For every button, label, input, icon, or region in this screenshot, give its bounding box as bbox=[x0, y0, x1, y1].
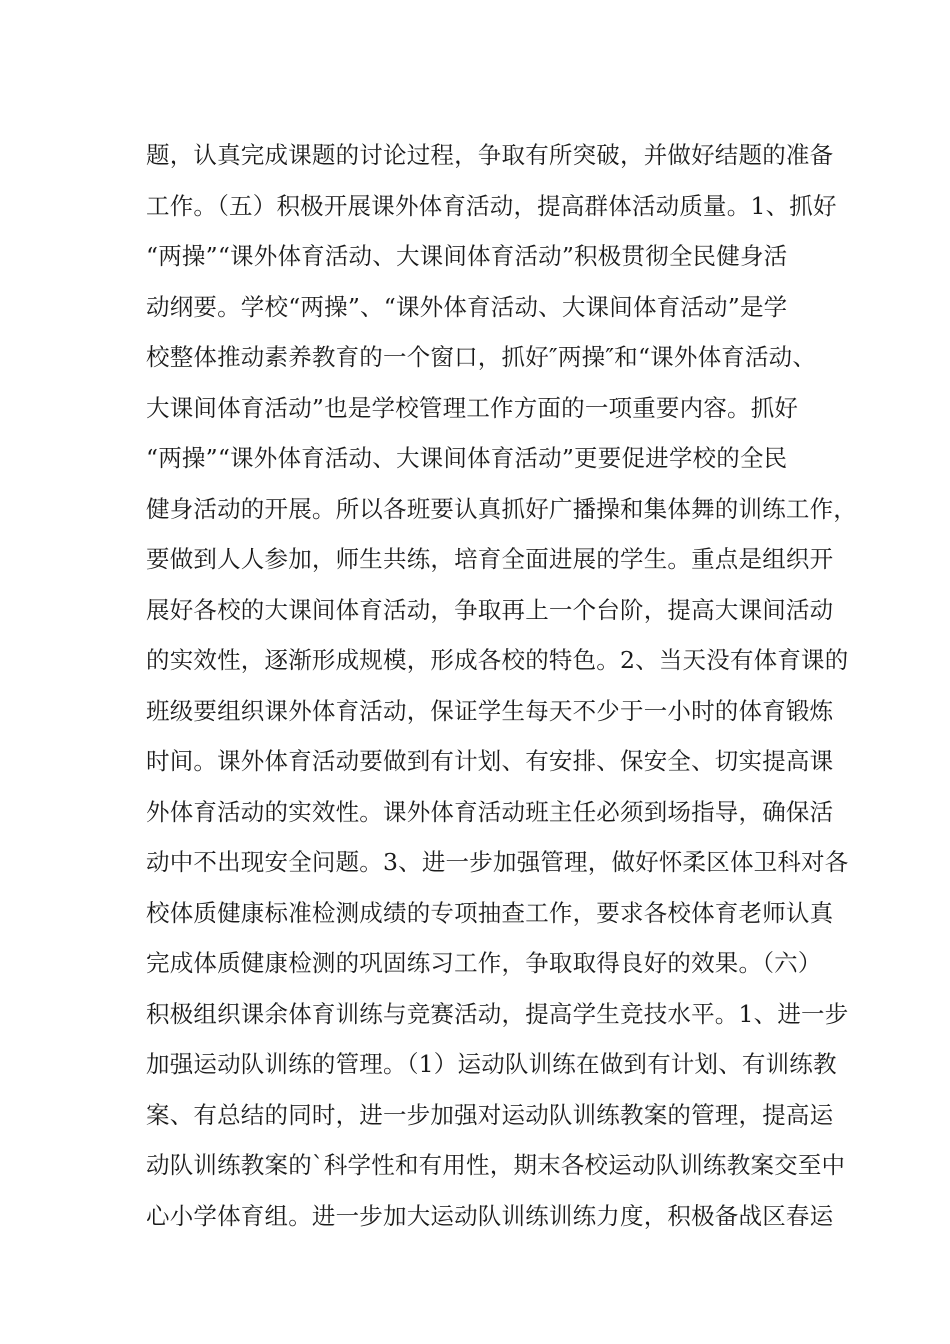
text-line: 动队训练教案的`科学性和有用性，期末各校运动队训练教案交至中 bbox=[146, 1151, 846, 1179]
body-text bbox=[146, 130, 857, 1241]
text-line: 展好各校的大课间体育活动，争取再上一个台阶，提高大课间活动 bbox=[146, 595, 834, 624]
text-line: 校体质健康标准检测成绩的专项抽查工作，要求各校体育老师认真 bbox=[146, 898, 834, 927]
text-line: 心小学体育组。进一步加大运动队训练训练力度，积极备战区春运 bbox=[146, 1201, 834, 1230]
text-line: 校整体推动素养教育的一个窗口，抓好″两操″和“课外体育活动、 bbox=[146, 343, 817, 371]
text-line: 时间。课外体育活动要做到有计划、有安排、保安全、切实提高课 bbox=[146, 747, 834, 775]
text-line: 加强运动队训练的管理。（1）运动队训练在做到有计划、有训练教 bbox=[146, 1050, 837, 1078]
text-line: 工作。（五）积极开展课外体育活动，提高群体活动质量。1、抓好 bbox=[146, 191, 837, 220]
text-line: 案、有总结的同时，进一步加强对运动队训练教案的管理，提高运 bbox=[146, 1100, 834, 1129]
text-line: 要做到人人参加，师生共练，培育全面进展的学生。重点是组织开 bbox=[146, 545, 834, 573]
text-line: 班级要组织课外体育活动，保证学生每天不少于一小时的体育锻炼 bbox=[146, 696, 834, 725]
text-line: 大课间体育活动”也是学校管理工作方面的一项重要内容。抓好 bbox=[146, 393, 799, 422]
text-line: “两操”“课外体育活动、大课间体育活动”更要促进学校的全民 bbox=[146, 444, 788, 472]
text-line: 的实效性，逐渐形成规模，形成各校的特色。2、当天没有体育课的 bbox=[146, 646, 849, 674]
text-line: 外体育活动的实效性。课外体育活动班主任必须到场指导，确保活 bbox=[146, 797, 834, 826]
text-line: 动纲要。学校“两操”、“课外体育活动、大课间体育活动”是学 bbox=[146, 292, 788, 321]
text-line: 动中不出现安全问题。3、进一步加强管理，做好怀柔区体卫科对各 bbox=[146, 848, 849, 876]
text-line: 题，认真完成课题的讨论过程，争取有所突破，并做好结题的准备 bbox=[146, 141, 834, 169]
text-line: “两操”“课外体育活动、大课间体育活动”积极贯彻全民健身活 bbox=[146, 242, 788, 270]
text-line: 完成体质健康检测的巩固练习工作，争取取得良好的效果。（六） bbox=[146, 949, 822, 977]
text-line: 健身活动的开展。所以各班要认真抓好广播操和集体舞的训练工作， bbox=[146, 494, 857, 523]
text-line: 积极组织课余体育训练与竞赛活动，提高学生竞技水平。1、进一步 bbox=[146, 999, 849, 1028]
